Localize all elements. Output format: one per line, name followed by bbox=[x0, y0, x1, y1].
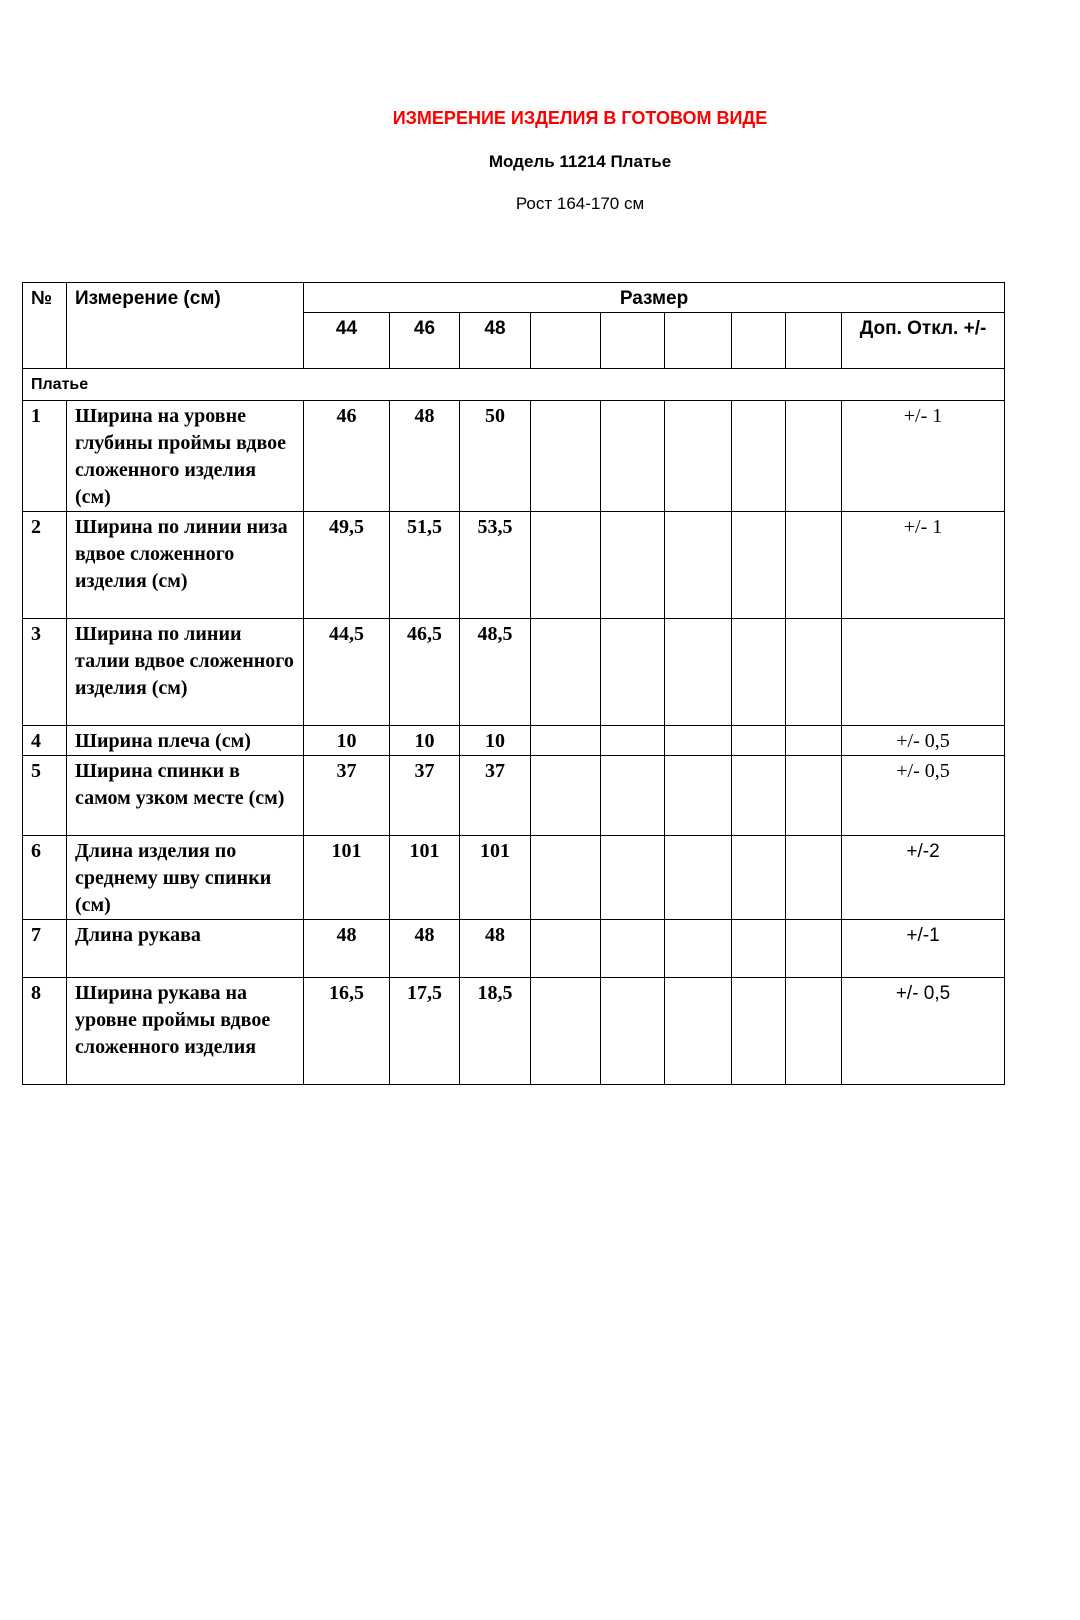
row-number: 7 bbox=[23, 920, 67, 978]
empty-cell bbox=[601, 726, 665, 756]
empty-cell bbox=[732, 401, 786, 512]
empty-cell bbox=[786, 978, 842, 1085]
empty-cell bbox=[531, 836, 601, 920]
empty-cell bbox=[531, 401, 601, 512]
value-46: 17,5 bbox=[390, 978, 460, 1085]
table-row bbox=[23, 401, 1005, 512]
section-label: Платье bbox=[23, 369, 1005, 401]
size-48-header: 48 bbox=[460, 313, 531, 369]
value-44: 44,5 bbox=[304, 619, 390, 726]
row-number: 8 bbox=[23, 978, 67, 1085]
measurement-label: Длина изделия по среднему шву спинки (см) bbox=[67, 836, 304, 920]
tolerance-value: +/- 0,5 bbox=[842, 756, 1005, 836]
table-row bbox=[23, 978, 1005, 1085]
row-number: 1 bbox=[23, 401, 67, 512]
value-48: 10 bbox=[460, 726, 531, 756]
empty-cell bbox=[665, 836, 732, 920]
value-44: 101 bbox=[304, 836, 390, 920]
measurement-table bbox=[22, 282, 1005, 1085]
empty-cell bbox=[531, 920, 601, 978]
tolerance-value: +/- 0,5 bbox=[842, 978, 1005, 1085]
value-46: 37 bbox=[390, 756, 460, 836]
measurement-label: Длина рукава bbox=[67, 920, 304, 978]
empty-cell bbox=[531, 978, 601, 1085]
measurement-label: Ширина плеча (см) bbox=[67, 726, 304, 756]
table-row bbox=[23, 836, 1005, 920]
empty-cell bbox=[531, 619, 601, 726]
value-48: 48 bbox=[460, 920, 531, 978]
value-48: 53,5 bbox=[460, 512, 531, 619]
measurement-label: Ширина по линии низа вдвое сложенного изделия (см) bbox=[67, 512, 304, 619]
value-46: 101 bbox=[390, 836, 460, 920]
tolerance-value: +/- 1 bbox=[842, 401, 1005, 512]
tolerance-header: Доп. Откл. +/- bbox=[842, 313, 1005, 369]
value-46: 48 bbox=[390, 920, 460, 978]
size-46-header: 46 bbox=[390, 313, 460, 369]
empty-cell bbox=[665, 401, 732, 512]
table-row bbox=[23, 512, 1005, 619]
value-44: 46 bbox=[304, 401, 390, 512]
empty-cell bbox=[665, 920, 732, 978]
col-no-header: № bbox=[23, 283, 67, 369]
empty-cell bbox=[531, 512, 601, 619]
empty-cell bbox=[665, 726, 732, 756]
value-44: 10 bbox=[304, 726, 390, 756]
empty-size-cell bbox=[531, 313, 601, 369]
empty-cell bbox=[531, 756, 601, 836]
value-48: 101 bbox=[460, 836, 531, 920]
table-row bbox=[23, 756, 1005, 836]
tolerance-value: +/- 1 bbox=[842, 512, 1005, 619]
empty-cell bbox=[665, 512, 732, 619]
empty-cell bbox=[786, 512, 842, 619]
document-title: ИЗМЕРЕНИЕ ИЗДЕЛИЯ В ГОТОВОМ ВИДЕ bbox=[392, 108, 768, 128]
value-44: 37 bbox=[304, 756, 390, 836]
table-row bbox=[23, 920, 1005, 978]
empty-size-cell bbox=[601, 313, 665, 369]
header-row bbox=[23, 283, 1005, 313]
value-46: 10 bbox=[390, 726, 460, 756]
value-44: 49,5 bbox=[304, 512, 390, 619]
size-44-header: 44 bbox=[304, 313, 390, 369]
empty-cell bbox=[665, 619, 732, 726]
value-44: 16,5 bbox=[304, 978, 390, 1085]
tolerance-value bbox=[842, 619, 1005, 726]
empty-cell bbox=[601, 920, 665, 978]
empty-cell bbox=[786, 401, 842, 512]
empty-cell bbox=[786, 756, 842, 836]
empty-cell bbox=[732, 619, 786, 726]
value-44: 48 bbox=[304, 920, 390, 978]
empty-cell bbox=[601, 978, 665, 1085]
empty-cell bbox=[732, 978, 786, 1085]
value-48: 18,5 bbox=[460, 978, 531, 1085]
empty-cell bbox=[601, 512, 665, 619]
measurement-label: Ширина спинки в самом узком месте (см) bbox=[67, 756, 304, 836]
measurement-label: Ширина по линии талии вдвое сложенного изделия (см) bbox=[67, 619, 304, 726]
empty-cell bbox=[732, 920, 786, 978]
empty-size-cell bbox=[665, 313, 732, 369]
empty-cell bbox=[601, 836, 665, 920]
empty-cell bbox=[601, 756, 665, 836]
empty-cell bbox=[786, 836, 842, 920]
tolerance-value: +/-1 bbox=[842, 920, 1005, 978]
row-number: 5 bbox=[23, 756, 67, 836]
empty-cell bbox=[601, 401, 665, 512]
empty-cell bbox=[732, 836, 786, 920]
value-46: 46,5 bbox=[390, 619, 460, 726]
empty-cell bbox=[531, 726, 601, 756]
empty-cell bbox=[601, 619, 665, 726]
empty-cell bbox=[665, 978, 732, 1085]
row-number: 3 bbox=[23, 619, 67, 726]
empty-cell bbox=[665, 756, 732, 836]
measurement-label: Ширина на уровне глубины проймы вдвое сложенного изделия (см) bbox=[67, 401, 304, 512]
empty-cell bbox=[732, 756, 786, 836]
table-row bbox=[23, 619, 1005, 726]
empty-cell bbox=[786, 619, 842, 726]
section-row bbox=[23, 369, 1005, 401]
row-number: 2 bbox=[23, 512, 67, 619]
empty-cell bbox=[786, 726, 842, 756]
tolerance-value: +/-2 bbox=[842, 836, 1005, 920]
value-46: 51,5 bbox=[390, 512, 460, 619]
row-number: 6 bbox=[23, 836, 67, 920]
col-size-header: Размер bbox=[304, 283, 1005, 313]
empty-cell bbox=[732, 512, 786, 619]
value-48: 48,5 bbox=[460, 619, 531, 726]
col-measure-header: Измерение (см) bbox=[67, 283, 304, 369]
value-48: 37 bbox=[460, 756, 531, 836]
row-number: 4 bbox=[23, 726, 67, 756]
value-48: 50 bbox=[460, 401, 531, 512]
value-46: 48 bbox=[390, 401, 460, 512]
table-row bbox=[23, 726, 1005, 756]
empty-size-cell bbox=[786, 313, 842, 369]
height-range: Рост 164-170 см bbox=[515, 194, 645, 213]
tolerance-value: +/- 0,5 bbox=[842, 726, 1005, 756]
model-name: Модель 11214 Платье bbox=[488, 152, 672, 171]
empty-cell bbox=[732, 726, 786, 756]
empty-cell bbox=[786, 920, 842, 978]
empty-size-cell bbox=[732, 313, 786, 369]
measurement-label: Ширина рукава на уровне проймы вдвое сложенного изделия bbox=[67, 978, 304, 1085]
